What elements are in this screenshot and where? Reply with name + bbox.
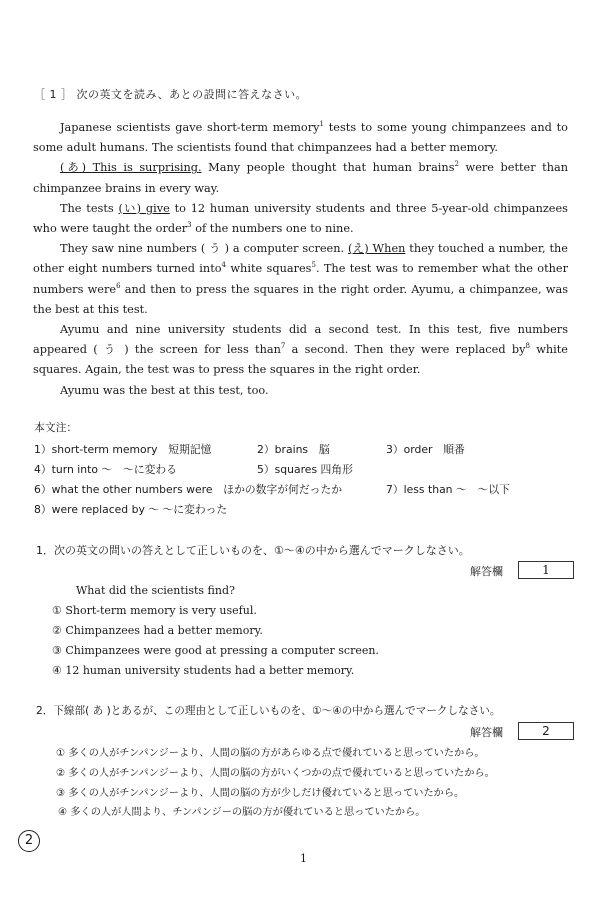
text: Japanese scientists gave short-term memory: [60, 121, 320, 134]
text: The tests: [60, 201, 119, 215]
footnote-item: 6）what the other numbers were ほかの数字が何だったか: [34, 483, 343, 496]
footnote-item: 8）were replaced by ～ ～に変わった: [34, 503, 228, 516]
option-3[interactable]: ③ 多くの人がチンパンジーより、人間の脳の方が少しだけ優れていると思っていたから。: [56, 788, 465, 799]
option-3[interactable]: ③ Chimpanzees were good at pressing a computer screen.: [52, 644, 379, 657]
option-2[interactable]: ② 多くの人がチンパンジーより、人間の脳の方がいくつかの点で優れていると思っていたから。: [56, 768, 495, 779]
page-number: 1: [300, 852, 307, 865]
answer-box-2[interactable]: 2: [518, 722, 574, 740]
text: and then to press the squares in the right order. Ayumu, a chimpanzee, was the best at this test.: [33, 282, 568, 316]
text: . The test was to remember what the other numbers were: [33, 262, 569, 296]
passage-paragraph-3: [33, 199, 568, 239]
circled-page-mark: 2: [18, 830, 40, 852]
passage-paragraph-5: [33, 320, 568, 381]
footnote-ref: 3: [187, 221, 192, 230]
question-2-prompt: 2．下線部( あ )とあるが、この理由として正しいものを、①～④の中から選んでマークしなさい。: [36, 705, 501, 717]
underlined-phrase-e: (え) When: [347, 242, 406, 256]
footnote-item: 1）short-term memory 短期記憶: [34, 443, 212, 456]
footnote-ref: 4: [221, 261, 227, 270]
answer-label: 解答欄: [470, 726, 503, 739]
option-1[interactable]: ① 多くの人がチンパンジーより、人間の脳の方があらゆる点で優れていると思っていたから。: [56, 748, 485, 759]
passage-paragraph-2: [33, 158, 568, 198]
passage-paragraph-4: [33, 239, 568, 320]
footnote-item: 3）order 順番: [386, 443, 465, 456]
option-1[interactable]: ① Short-term memory is very useful.: [52, 604, 257, 617]
footnote-item: 4）turn into ～ ～に変わる: [34, 463, 177, 476]
footnote-ref: 6: [116, 281, 121, 290]
text: Ayumu and nine university students did a second test. In this test, five numbers appeared ( う ) the screen for less than: [33, 323, 568, 357]
option-2[interactable]: ② Chimpanzees had a better memory.: [52, 624, 263, 637]
text: to 12 human university students and three 5-year-old chimpanzees who were taught the order: [33, 201, 568, 236]
footnote-ref: 2: [454, 160, 459, 169]
text: They saw nine numbers ( う ) a computer screen.: [60, 242, 348, 256]
footnote-item: 5）squares 四角形: [257, 463, 353, 476]
text: Many people thought that human brains: [201, 161, 455, 175]
underlined-phrase-i: (い) give: [118, 201, 170, 215]
text: white squares: [226, 262, 312, 276]
footnotes: [34, 420, 77, 440]
footnotes-title: 本文注：: [34, 421, 78, 434]
reading-passage: [33, 118, 568, 401]
text: tests to some young chimpanzees and to some adult humans. The scientists found that chimpanzees had a better memory.: [33, 121, 568, 155]
text: a second. Then they were replaced by: [285, 343, 526, 357]
option-4[interactable]: ④ 多くの人が人間より、チンパンジーの脳の方が優れていると思っていたから。: [58, 807, 426, 818]
question-1-prompt: 1．次の英文の問いの答えとして正しいものを、①～④の中から選んでマークしなさい。: [36, 544, 470, 557]
footnote-ref: 5: [311, 261, 316, 270]
answer-box-1[interactable]: 1: [518, 561, 574, 579]
footnote-item: 7）less than ～ ～以下: [386, 483, 510, 496]
footnote-ref: 1: [319, 120, 324, 129]
option-4[interactable]: ④ 12 human university students had a better memory.: [52, 664, 355, 677]
underlined-phrase-a: (あ) This is surprising.: [60, 161, 202, 175]
passage-paragraph-1: [33, 118, 568, 158]
footnote-item: 2）brains 脳: [257, 443, 330, 456]
text: they touched a number, the other eight numbers turned into: [33, 242, 568, 276]
footnote-ref: 8: [525, 342, 530, 351]
answer-label: 解答欄: [470, 565, 503, 578]
text: of the numbers one to nine.: [191, 222, 354, 236]
passage-paragraph-6: Ayumu was the best at this test, too.: [60, 383, 269, 397]
sub-question: What did the scientists find?: [76, 584, 235, 597]
footnote-ref: 7: [280, 342, 286, 351]
section-header: ［ 1 ］ 次の英文を読み、あとの設問に答えなさい。: [34, 88, 308, 101]
text: white squares. Again, the test was to press the squares in the right order.: [33, 343, 568, 377]
text: were better than chimpanzee brains in every way.: [33, 161, 568, 195]
